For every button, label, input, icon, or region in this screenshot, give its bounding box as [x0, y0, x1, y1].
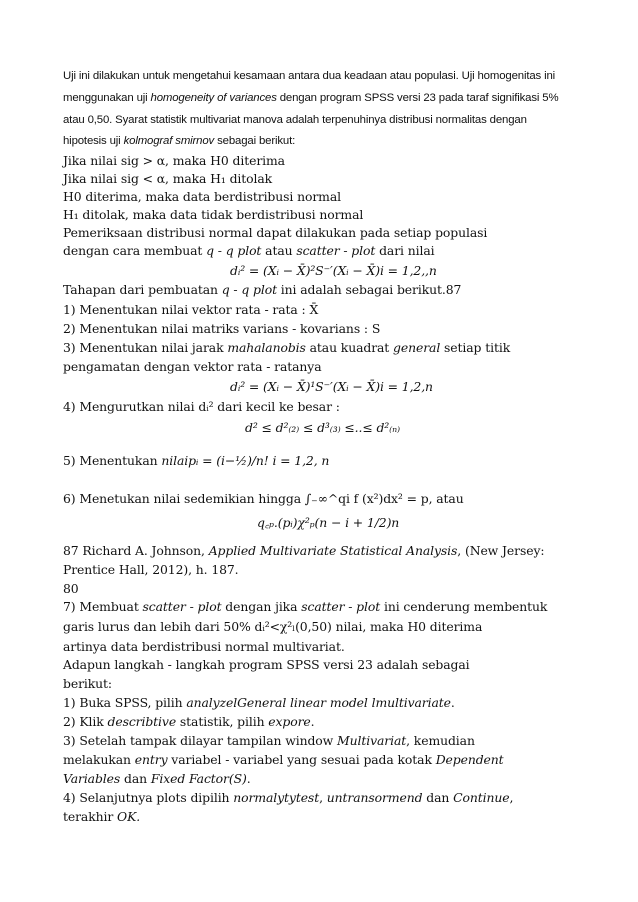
step-line: garis lurus dan lebih dari 50% dᵢ²<χ²ₗ(0,50) nilai, maka H0 diterima [63, 619, 483, 634]
text: , (New Jersey: [457, 543, 545, 558]
body-line [63, 242, 434, 260]
step-line: pengamatan dengan vektor rata - ratanya [63, 359, 322, 374]
term: scatter - plot [142, 599, 222, 614]
term: scatter - plot [301, 599, 381, 614]
term: general [393, 340, 441, 355]
intro-text: dengan program SPSS versi 23 pada taraf signifikasi 5% [276, 91, 559, 104]
intro-line: atau 0,50. Syarat statistik multivariat manova adalah terpenuhinya distribusi normalitas dengan [63, 113, 527, 126]
rule-line: Jika nilai sig > α, maka H0 diterima [63, 153, 285, 168]
term: mahalanobis [227, 340, 306, 355]
step-line: 6) Menetukan nilai sedemikian hingga ∫₋∞^qi f (x²)dx² = p, atau [63, 491, 464, 506]
text: . [310, 714, 315, 729]
term: Continue [453, 790, 510, 805]
rule-line: Jika nilai sig < α, maka H₁ ditolak [63, 171, 273, 186]
text: dengan cara membuat [63, 243, 207, 258]
body-line [63, 281, 461, 299]
term: q - q plot [221, 282, 277, 297]
spss-step [63, 770, 251, 788]
text: atau kuadrat [305, 340, 394, 355]
text: , [509, 790, 514, 805]
text: . [450, 695, 455, 710]
text: atau [261, 243, 297, 258]
formula-order: d² ≤ d²₍₂₎ ≤ d³₍₃₎ ≤..≤ d²₍ₙ₎ [245, 420, 400, 435]
intro-text: sebagai berikut: [214, 135, 296, 148]
text: dengan jika [221, 599, 302, 614]
text: 87 Richard A. Johnson, [63, 543, 209, 558]
term: normalytytest [233, 790, 320, 805]
text: setiap titik [440, 340, 511, 355]
text: Tahapan dari pembuatan [63, 282, 222, 297]
term: expore [268, 714, 311, 729]
text: ini adalah sebagai berikut.87 [276, 282, 462, 297]
text: 1) Buka SPSS, pilih [63, 695, 187, 710]
book-title: Applied Multivariate Statistical Analysis [208, 543, 458, 558]
text: ini cenderung membentuk [380, 599, 548, 614]
text: dari nilai [375, 243, 435, 258]
body-line: Pemeriksaan distribusi normal dapat dilakukan pada setiap populasi [63, 225, 488, 240]
step-line [63, 339, 510, 357]
page-number: 80 [63, 581, 79, 596]
text: dan [120, 771, 151, 786]
intro-text: menggunakan uji [63, 91, 151, 104]
text: variabel - variabel yang sesuai pada kotak [167, 752, 436, 767]
body-line: Adapun langkah - langkah program SPSS versi 23 adalah sebagai [63, 657, 470, 672]
text: melakukan [63, 752, 135, 767]
formula-distance: dᵢ² = (Xᵢ − X̄)²S⁻′(Xᵢ − X̄)i = 1,2,,n [230, 263, 437, 278]
text: 3) Menentukan nilai jarak [63, 340, 228, 355]
term: Variables [63, 771, 121, 786]
text: . [246, 771, 251, 786]
spss-step [63, 789, 513, 807]
spss-step [63, 732, 475, 750]
formula-p: nilaipᵢ = (i−½)/n! i = 1,2, n [161, 453, 330, 468]
term: scatter - plot [296, 243, 376, 258]
step-line: 4) Mengurutkan nilai dᵢ² dari kecil ke besar : [63, 399, 340, 414]
text: 7) Membuat [63, 599, 143, 614]
intro-line [63, 88, 577, 110]
footnote-line [63, 542, 544, 560]
formula-mahalanobis: dᵢ² = (Xᵢ − X̄)¹S⁻′(Xᵢ − X̄)i = 1,2,n [230, 379, 433, 394]
spss-step [63, 751, 504, 769]
intro-term: homogeneity of variances [150, 91, 277, 104]
intro-text: hipotesis uji [63, 135, 124, 148]
footnote-line: Prentice Hall, 2012), h. 187. [63, 562, 239, 577]
term: Multivariat [337, 733, 407, 748]
text: 2) Klik [63, 714, 108, 729]
text: dan [422, 790, 454, 805]
body-line: berikut: [63, 676, 112, 691]
text: statistik, pilih [176, 714, 269, 729]
text: 5) Menentukan [63, 453, 162, 468]
step-line [63, 452, 329, 470]
step-line: artinya data berdistribusi normal multivariat. [63, 639, 345, 654]
term: entry [134, 752, 168, 767]
text: , kemudian [406, 733, 475, 748]
text: 4) Selanjutnya plots dipilih [63, 790, 234, 805]
text: , [319, 790, 327, 805]
rule-line: H0 diterima, maka data berdistribusi normal [63, 189, 341, 204]
step-line: 2) Menentukan nilai matriks varians - kovarians : S [63, 321, 381, 336]
text: 3) Setelah tampak dilayar tampilan window [63, 733, 337, 748]
step-line [63, 598, 547, 616]
intro-term: kolmograf smirnov [123, 135, 215, 148]
term: Dependent [435, 752, 504, 767]
term: Fixed Factor(S) [150, 771, 247, 786]
intro-line: Uji ini dilakukan untuk mengetahui kesamaan antara dua keadaan atau populasi. Uji homogenitas ini [63, 70, 556, 82]
spss-step [63, 808, 140, 826]
intro-line [63, 131, 577, 153]
term: OK. [117, 809, 141, 824]
formula-quantile: q꜀ₚ.(pᵢ)χ²ₚ(n − i + 1/2)n [257, 515, 400, 530]
spss-step [63, 694, 455, 712]
intro-paragraph [63, 66, 577, 153]
rule-line: H₁ ditolak, maka data tidak berdistribusi normal [63, 207, 364, 222]
spss-step [63, 713, 315, 731]
term: untransormend [326, 790, 423, 805]
term: q - q plot [206, 243, 262, 258]
step-line: 1) Menentukan nilai vektor rata - rata : X̄ [63, 302, 319, 317]
term: describtive [107, 714, 177, 729]
text: terakhir [63, 809, 118, 824]
menu-path: analyzelGeneral linear model lmultivariate [186, 695, 451, 710]
